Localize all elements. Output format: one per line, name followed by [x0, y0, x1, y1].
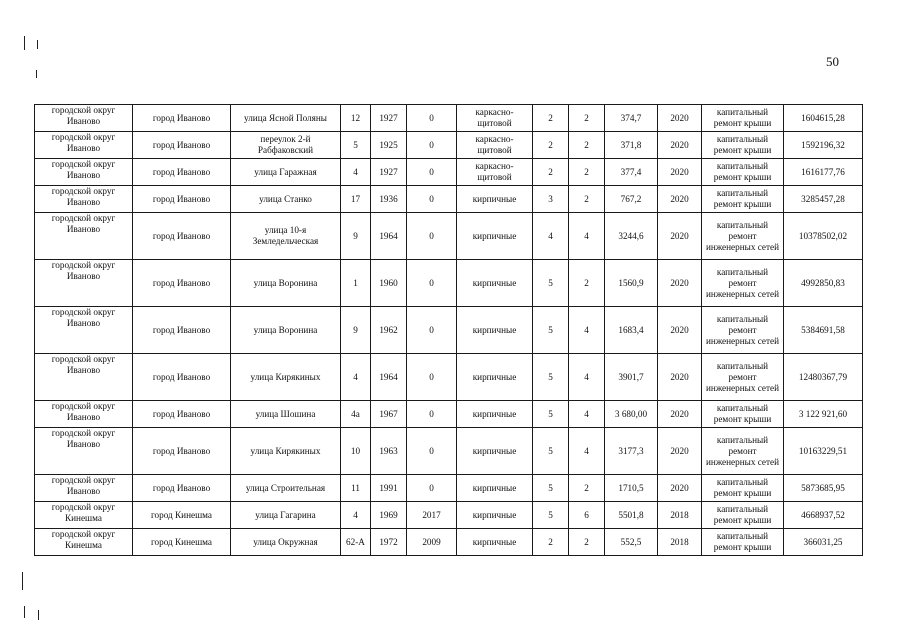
cell-settlement: город Иваново [133, 105, 231, 132]
cell-last-repair-year: 0 [407, 186, 457, 213]
cell-house-number: 9 [341, 213, 371, 260]
cell-floors: 5 [533, 354, 569, 401]
cell-entrances: 2 [569, 159, 605, 186]
cell-work-type: капитальный ремонт крыши [702, 475, 784, 502]
cell-wall-material: кирпичные [457, 502, 533, 529]
cell-settlement: город Иваново [133, 307, 231, 354]
cell-floors: 5 [533, 401, 569, 428]
cell-plan-year: 2020 [658, 159, 702, 186]
cell-build-year: 1936 [371, 186, 407, 213]
cell-build-year: 1964 [371, 213, 407, 260]
cell-entrances: 4 [569, 401, 605, 428]
cell-entrances: 2 [569, 475, 605, 502]
cell-wall-material: каркасно-щитовой [457, 105, 533, 132]
cell-entrances: 6 [569, 502, 605, 529]
cell-area: 3 680,00 [605, 401, 658, 428]
cell-work-type: капитальный ремонт крыши [702, 159, 784, 186]
cell-wall-material: кирпичные [457, 529, 533, 556]
cell-street: переулок 2-й Рабфаковский [231, 132, 341, 159]
cell-last-repair-year: 0 [407, 213, 457, 260]
cell-floors: 2 [533, 159, 569, 186]
cell-municipality: городской округ Иваново [35, 105, 133, 132]
cell-wall-material: кирпичные [457, 186, 533, 213]
table-row [35, 428, 863, 475]
cell-area: 3244,6 [605, 213, 658, 260]
cell-floors: 5 [533, 428, 569, 475]
cell-floors: 2 [533, 529, 569, 556]
cell-plan-year: 2020 [658, 401, 702, 428]
table-row [35, 354, 863, 401]
cell-area: 374,7 [605, 105, 658, 132]
cell-municipality: городской округ Иваново [35, 260, 133, 307]
table-body [35, 105, 863, 556]
cell-street: улица Гаражная [231, 159, 341, 186]
cell-wall-material: кирпичные [457, 354, 533, 401]
cell-wall-material: кирпичные [457, 307, 533, 354]
cell-cost: 5384691,58 [784, 307, 863, 354]
cell-work-type: капитальный ремонт крыши [702, 105, 784, 132]
cell-work-type: капитальный ремонт крыши [702, 132, 784, 159]
cell-plan-year: 2020 [658, 213, 702, 260]
cell-street: улица Станко [231, 186, 341, 213]
cell-settlement: город Иваново [133, 186, 231, 213]
table-row [35, 260, 863, 307]
cell-wall-material: кирпичные [457, 213, 533, 260]
cell-house-number: 11 [341, 475, 371, 502]
table-row [35, 475, 863, 502]
cell-municipality: городской округ Иваново [35, 132, 133, 159]
cell-area: 3901,7 [605, 354, 658, 401]
table-row [35, 132, 863, 159]
cell-cost: 5873685,95 [784, 475, 863, 502]
table-row [35, 186, 863, 213]
cell-last-repair-year: 0 [407, 105, 457, 132]
cell-settlement: город Иваново [133, 159, 231, 186]
table-row [35, 105, 863, 132]
cell-plan-year: 2020 [658, 186, 702, 213]
table-row [35, 401, 863, 428]
cell-cost: 1604615,28 [784, 105, 863, 132]
cell-wall-material: каркасно-щитовой [457, 132, 533, 159]
cell-plan-year: 2020 [658, 354, 702, 401]
cell-floors: 2 [533, 132, 569, 159]
scan-mark [36, 70, 37, 78]
cell-build-year: 1963 [371, 428, 407, 475]
repair-program-table [34, 104, 863, 556]
cell-cost: 12480367,79 [784, 354, 863, 401]
cell-last-repair-year: 2017 [407, 502, 457, 529]
cell-street: улица Кирякиных [231, 354, 341, 401]
cell-entrances: 4 [569, 307, 605, 354]
cell-last-repair-year: 0 [407, 428, 457, 475]
cell-entrances: 4 [569, 428, 605, 475]
cell-build-year: 1991 [371, 475, 407, 502]
cell-municipality: городской округ Иваново [35, 401, 133, 428]
cell-street: улица Воронина [231, 260, 341, 307]
cell-house-number: 9 [341, 307, 371, 354]
cell-municipality: городской округ Иваново [35, 354, 133, 401]
cell-build-year: 1960 [371, 260, 407, 307]
cell-street: улица Воронина [231, 307, 341, 354]
cell-cost: 10163229,51 [784, 428, 863, 475]
cell-plan-year: 2018 [658, 502, 702, 529]
cell-plan-year: 2020 [658, 105, 702, 132]
cell-entrances: 2 [569, 105, 605, 132]
cell-house-number: 4а [341, 401, 371, 428]
cell-area: 3177,3 [605, 428, 658, 475]
cell-settlement: город Иваново [133, 132, 231, 159]
cell-work-type: капитальный ремонт крыши [702, 401, 784, 428]
cell-build-year: 1927 [371, 105, 407, 132]
cell-cost: 3285457,28 [784, 186, 863, 213]
cell-work-type: капитальный ремонт инженерных сетей [702, 307, 784, 354]
cell-cost: 366031,25 [784, 529, 863, 556]
cell-area: 552,5 [605, 529, 658, 556]
cell-house-number: 62-А [341, 529, 371, 556]
cell-wall-material: кирпичные [457, 401, 533, 428]
cell-area: 5501,8 [605, 502, 658, 529]
cell-cost: 1616177,76 [784, 159, 863, 186]
cell-build-year: 1964 [371, 354, 407, 401]
cell-work-type: капитальный ремонт крыши [702, 186, 784, 213]
cell-street: улица Строительная [231, 475, 341, 502]
cell-cost: 3 122 921,60 [784, 401, 863, 428]
cell-settlement: город Иваново [133, 401, 231, 428]
cell-floors: 3 [533, 186, 569, 213]
cell-work-type: капитальный ремонт инженерных сетей [702, 428, 784, 475]
cell-entrances: 4 [569, 354, 605, 401]
cell-area: 767,2 [605, 186, 658, 213]
cell-floors: 5 [533, 502, 569, 529]
cell-municipality: городской округ Иваново [35, 307, 133, 354]
cell-area: 377,4 [605, 159, 658, 186]
cell-street: улица Окружная [231, 529, 341, 556]
cell-plan-year: 2018 [658, 529, 702, 556]
cell-build-year: 1927 [371, 159, 407, 186]
cell-house-number: 4 [341, 502, 371, 529]
cell-wall-material: кирпичные [457, 260, 533, 307]
cell-build-year: 1925 [371, 132, 407, 159]
cell-build-year: 1969 [371, 502, 407, 529]
cell-municipality: городской округ Иваново [35, 475, 133, 502]
cell-settlement: город Иваново [133, 475, 231, 502]
cell-cost: 10378502,02 [784, 213, 863, 260]
cell-municipality: городской округ Кинешма [35, 502, 133, 529]
cell-work-type: капитальный ремонт инженерных сетей [702, 213, 784, 260]
table-row [35, 159, 863, 186]
cell-settlement: город Иваново [133, 428, 231, 475]
cell-work-type: капитальный ремонт крыши [702, 502, 784, 529]
page-number: 50 [826, 54, 839, 69]
cell-build-year: 1972 [371, 529, 407, 556]
cell-wall-material: кирпичные [457, 475, 533, 502]
cell-last-repair-year: 2009 [407, 529, 457, 556]
cell-municipality: городской округ Иваново [35, 186, 133, 213]
cell-last-repair-year: 0 [407, 401, 457, 428]
cell-floors: 2 [533, 105, 569, 132]
cell-cost: 4992850,83 [784, 260, 863, 307]
cell-work-type: капитальный ремонт инженерных сетей [702, 260, 784, 307]
cell-last-repair-year: 0 [407, 475, 457, 502]
scan-mark [24, 36, 25, 50]
cell-last-repair-year: 0 [407, 159, 457, 186]
cell-area: 1710,5 [605, 475, 658, 502]
cell-municipality: городской округ Иваново [35, 159, 133, 186]
cell-settlement: город Иваново [133, 260, 231, 307]
cell-wall-material: кирпичные [457, 428, 533, 475]
cell-street: улица Кирякиных [231, 428, 341, 475]
table-row [35, 307, 863, 354]
cell-work-type: капитальный ремонт инженерных сетей [702, 354, 784, 401]
cell-entrances: 4 [569, 213, 605, 260]
cell-last-repair-year: 0 [407, 354, 457, 401]
cell-last-repair-year: 0 [407, 260, 457, 307]
cell-wall-material: каркасно-щитовой [457, 159, 533, 186]
cell-build-year: 1962 [371, 307, 407, 354]
cell-street: улица Шошина [231, 401, 341, 428]
cell-area: 1560,9 [605, 260, 658, 307]
cell-area: 1683,4 [605, 307, 658, 354]
scan-mark [22, 572, 23, 590]
scan-mark [24, 606, 25, 618]
cell-settlement: город Иваново [133, 354, 231, 401]
cell-plan-year: 2020 [658, 428, 702, 475]
cell-plan-year: 2020 [658, 260, 702, 307]
cell-cost: 1592196,32 [784, 132, 863, 159]
cell-build-year: 1967 [371, 401, 407, 428]
cell-work-type: капитальный ремонт крыши [702, 529, 784, 556]
table-row [35, 213, 863, 260]
cell-last-repair-year: 0 [407, 132, 457, 159]
cell-floors: 5 [533, 260, 569, 307]
cell-settlement: город Кинешма [133, 502, 231, 529]
cell-entrances: 2 [569, 186, 605, 213]
cell-street: улица Гагарина [231, 502, 341, 529]
scan-mark [38, 610, 39, 620]
cell-house-number: 1 [341, 260, 371, 307]
cell-house-number: 12 [341, 105, 371, 132]
cell-municipality: городской округ Кинешма [35, 529, 133, 556]
cell-floors: 4 [533, 213, 569, 260]
cell-cost: 4668937,52 [784, 502, 863, 529]
cell-settlement: город Иваново [133, 213, 231, 260]
cell-entrances: 2 [569, 260, 605, 307]
cell-house-number: 17 [341, 186, 371, 213]
scan-mark [37, 40, 38, 49]
cell-municipality: городской округ Иваново [35, 428, 133, 475]
cell-house-number: 4 [341, 354, 371, 401]
cell-area: 371,8 [605, 132, 658, 159]
cell-house-number: 10 [341, 428, 371, 475]
cell-municipality: городской округ Иваново [35, 213, 133, 260]
table-row [35, 502, 863, 529]
cell-plan-year: 2020 [658, 307, 702, 354]
cell-entrances: 2 [569, 529, 605, 556]
cell-street: улица Ясной Поляны [231, 105, 341, 132]
cell-floors: 5 [533, 475, 569, 502]
cell-settlement: город Кинешма [133, 529, 231, 556]
cell-last-repair-year: 0 [407, 307, 457, 354]
cell-floors: 5 [533, 307, 569, 354]
cell-house-number: 4 [341, 159, 371, 186]
cell-house-number: 5 [341, 132, 371, 159]
table-row [35, 529, 863, 556]
cell-plan-year: 2020 [658, 132, 702, 159]
cell-entrances: 2 [569, 132, 605, 159]
cell-plan-year: 2020 [658, 475, 702, 502]
cell-street: улица 10-я Земледельческая [231, 213, 341, 260]
